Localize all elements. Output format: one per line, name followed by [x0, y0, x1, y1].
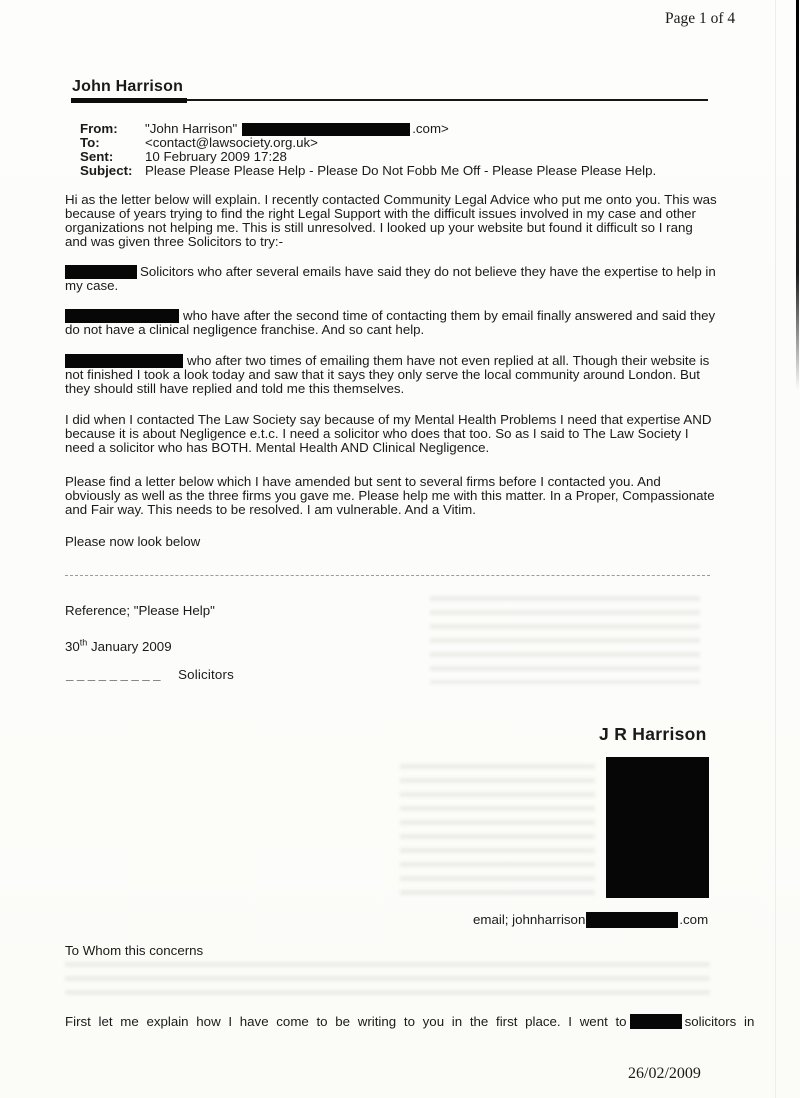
letter-reference-line: Reference; "Please Help" — [65, 603, 215, 618]
solicitors-label: Solicitors — [178, 667, 235, 682]
from-value-prefix: "John Harrison" — [145, 121, 238, 136]
heading-rule-thick — [71, 98, 187, 103]
redaction-block-signature-address — [606, 757, 709, 898]
bleed-through-ghost-text — [400, 760, 595, 900]
letter-date-rest: January 2009 — [87, 639, 172, 654]
solicitor-2-text: who have after the second time of contacting them by email finally answered and said they do not have a clinical negligence franchise. And so cant help. — [65, 308, 716, 337]
bleed-through-ghost-text — [65, 958, 710, 1002]
sent-value: 10 February 2009 17:28 — [145, 148, 287, 164]
letter-salutation: To Whom this concerns — [65, 943, 204, 958]
solicitor-1-text: Solicitors who after several emails have said they do not believe they have the expertise to help in my case. — [65, 264, 716, 293]
redaction-bar-solicitor-2 — [65, 309, 179, 323]
email-meta-block — [80, 122, 656, 177]
section-divider — [65, 575, 710, 576]
redaction-bar-solicitor-1 — [65, 265, 137, 279]
email-line-prefix: email; johnharrison — [473, 912, 586, 927]
body-paragraph-solicitor-3 — [65, 354, 717, 396]
meta-row-from — [80, 122, 656, 136]
redaction-bar-firm-name — [630, 1014, 682, 1029]
letter-date-line — [65, 637, 172, 654]
letter-email-line — [473, 912, 708, 928]
redaction-bar-solicitor-3 — [65, 354, 183, 368]
body-paragraph-intro: Hi as the letter below will explain. I recently contacted Community Legal Advice who put me onto you. This was because of years trying to find the right Legal Support with the difficult issues involved in my case and other organizations not helping me. This is still unresolved. I looked up your website but found it difficult so I rang and was given three Solicitors to try:- — [65, 192, 717, 249]
letter-addressee-line — [66, 668, 234, 682]
letter-first-line — [65, 1014, 754, 1029]
first-line-before: First let me explain how I have come to be writing to you in the first place. I went to — [65, 1014, 627, 1029]
body-paragraph-look-below: Please now look below — [65, 534, 201, 549]
from-value-suffix: .com> — [412, 121, 449, 136]
to-value: <contact@lawsociety.org.uk> — [145, 135, 318, 150]
meta-row-sent — [80, 150, 656, 164]
bleed-through-ghost-text — [430, 592, 700, 684]
first-line-after: solicitors in — [684, 1014, 755, 1029]
scan-edge-dark-line — [796, 0, 799, 390]
subject-label: Subject: — [80, 162, 133, 178]
email-line-suffix: .com — [679, 912, 709, 927]
footer-date: 26/02/2009 — [628, 1065, 701, 1082]
redaction-bar-email-address — [586, 912, 678, 928]
signature-name: J R Harrison — [599, 724, 707, 744]
body-paragraph-solicitor-2 — [65, 309, 717, 337]
scan-edge-faint-line — [775, 0, 776, 1098]
from-value — [145, 122, 449, 136]
meta-row-subject — [80, 164, 656, 178]
letter-date-ordinal: th — [79, 637, 88, 648]
body-paragraph-solicitor-1 — [65, 265, 717, 293]
from-label: From: — [80, 121, 118, 136]
body-paragraph-law-society: I did when I contacted The Law Society say because of my Mental Health Problems I need that expertise AND because it is about Negligence e.t.c. I need a solicitor who does that too. So as I said to The Law Society I need a solicitor who has BOTH. Mental Health AND Clinical Negligence. — [65, 412, 712, 455]
letter-date-day: 30 — [65, 639, 80, 654]
page-number: Page 1 of 4 — [665, 10, 736, 27]
body-paragraph-request: Please find a letter below which I have amended but sent to several firms before I contacted you. And obviously as well as the three firms you gave me. Please help me with this matter. In a Proper, Compassionate and Fair way. This needs to be resolved. I am vulnerable. And a Vitim. — [65, 474, 715, 517]
sent-label: Sent: — [80, 148, 114, 164]
solicitor-3-text: who after two times of emailing them have not even replied at all. Though their website is not finished I took a look today and saw that it says they only serve the local community around London. But they should still have replied and told me this themselves. — [65, 353, 710, 396]
redacted-firm-dashes: _________ — [66, 667, 165, 682]
meta-row-to — [80, 136, 656, 150]
email-sender-heading: John Harrison — [72, 78, 184, 95]
to-label: To: — [80, 135, 100, 150]
subject-value: Please Please Please Help - Please Do Not Fobb Me Off - Please Please Please Help. — [145, 162, 657, 178]
